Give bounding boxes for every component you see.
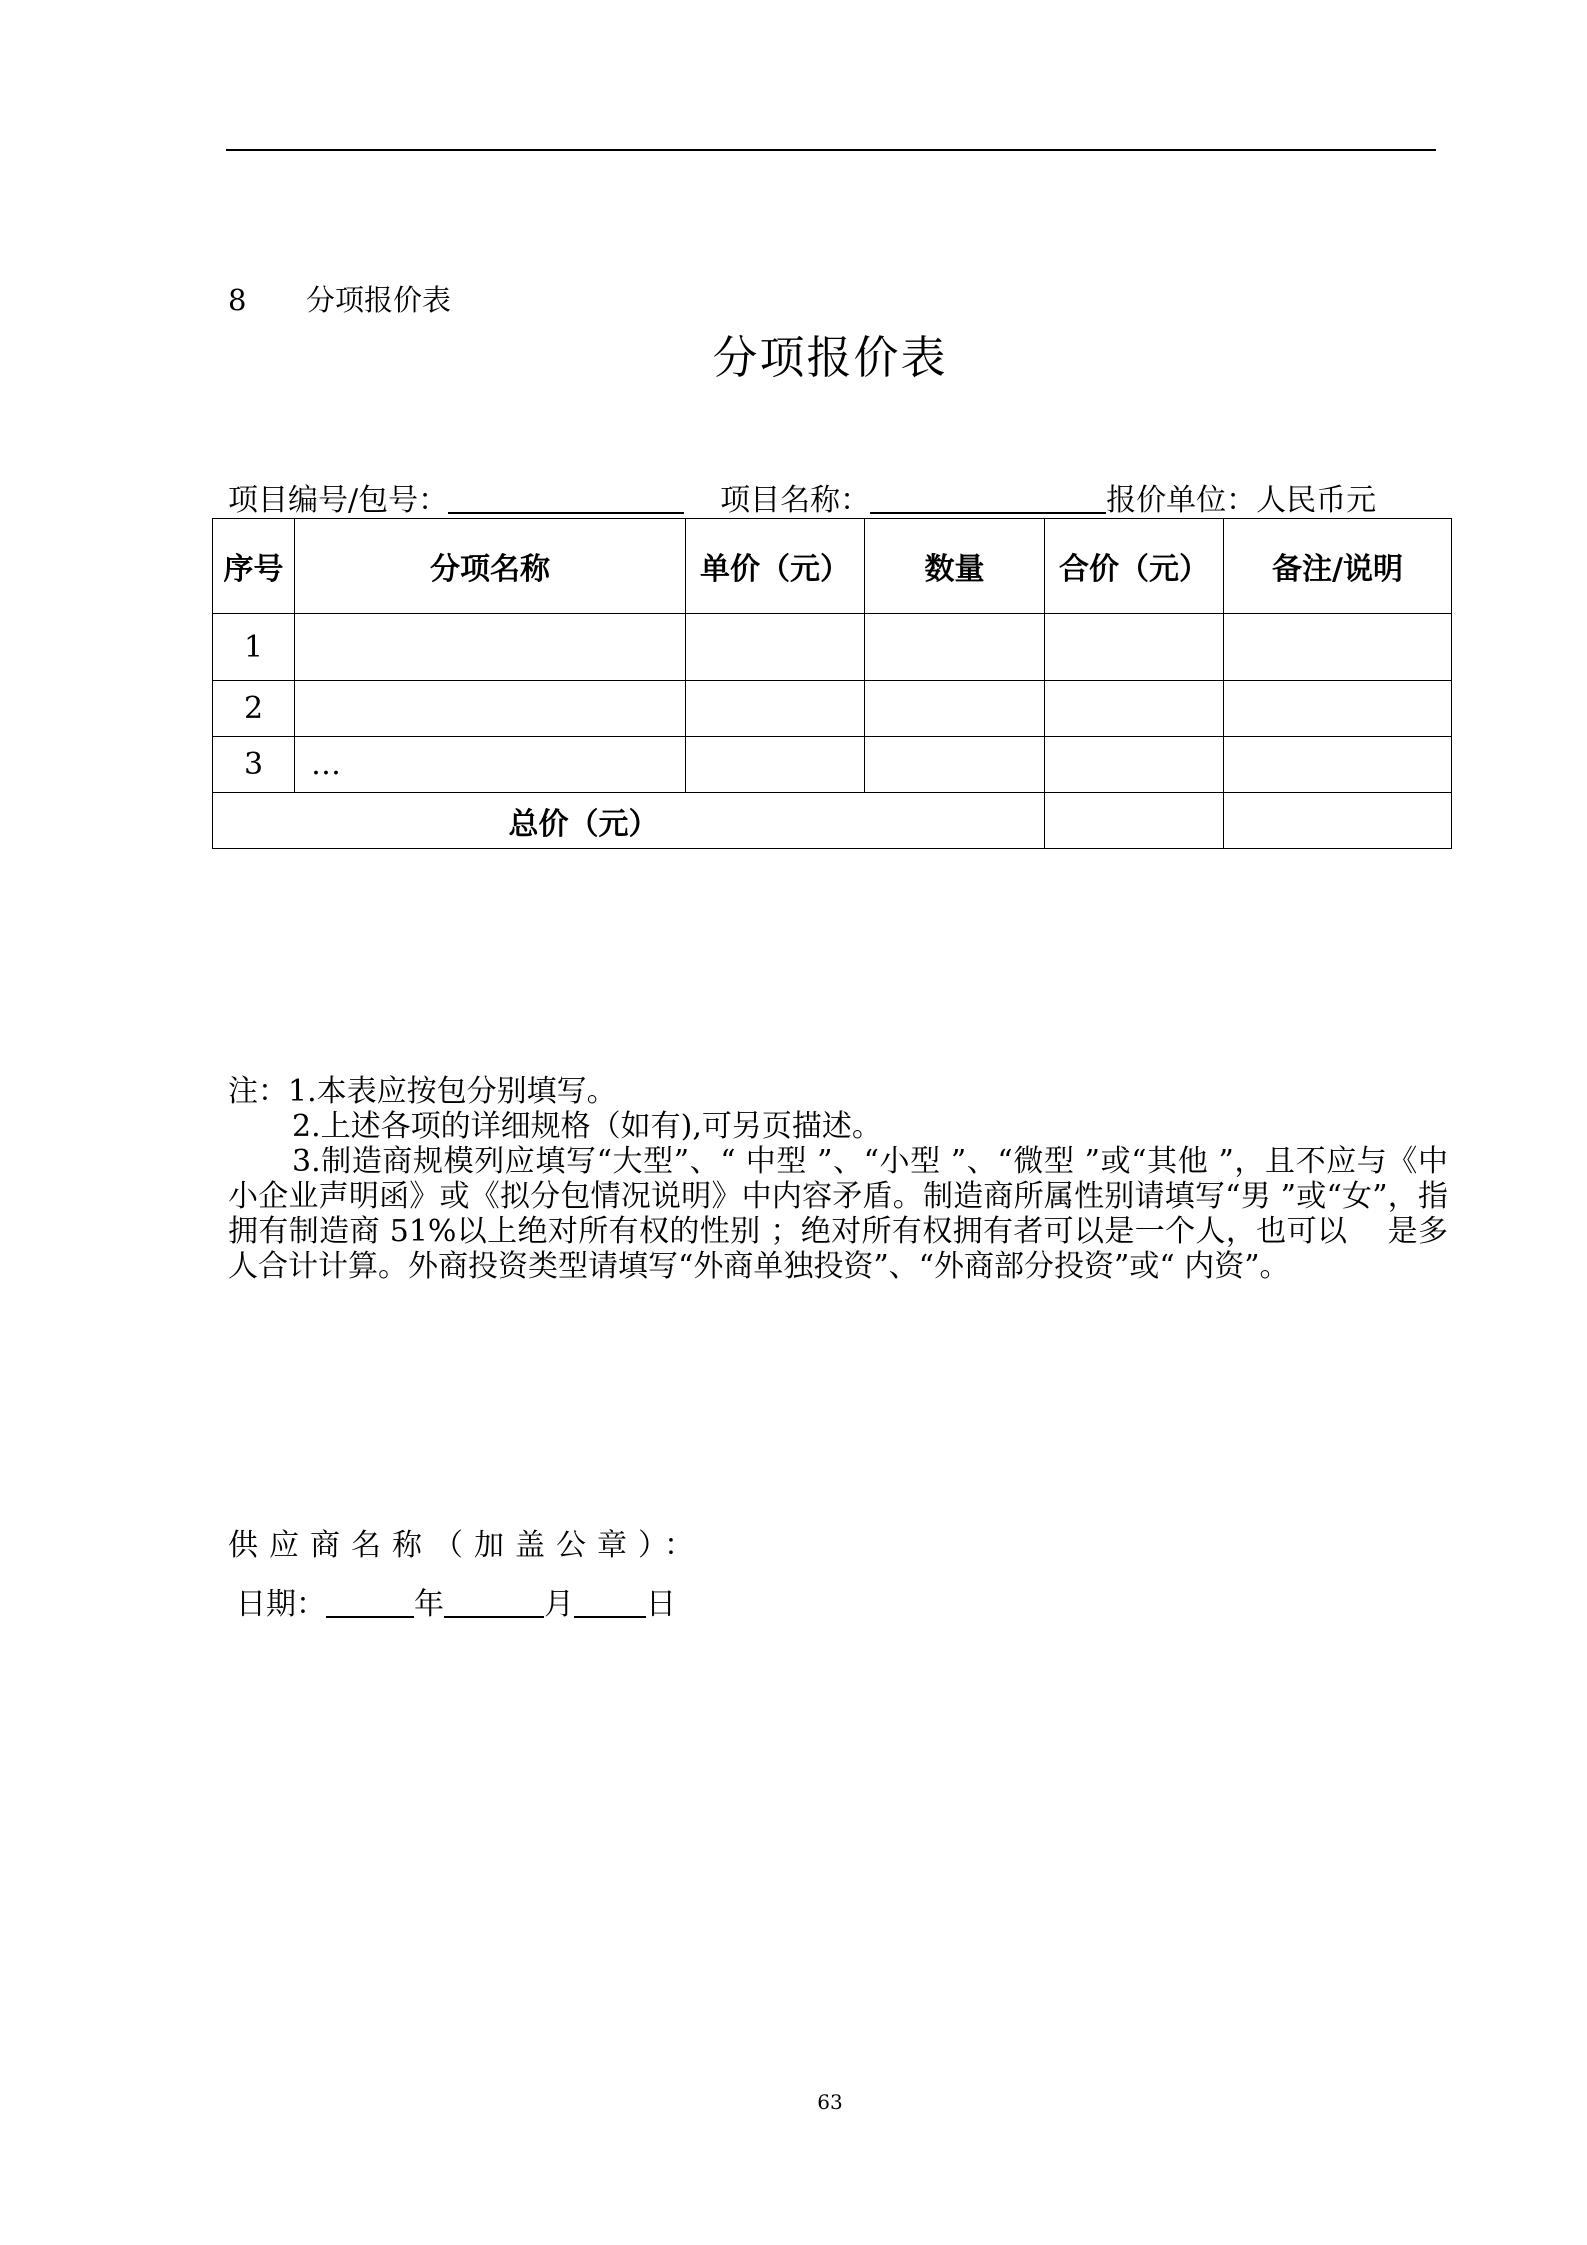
col-header-unit-price: 单价（元） bbox=[686, 519, 865, 614]
section-title: 分项报价表 bbox=[306, 283, 452, 317]
project-meta-line bbox=[228, 480, 1376, 521]
unit-price-cell[interactable] bbox=[686, 681, 865, 737]
col-header-remarks: 备注/说明 bbox=[1224, 519, 1452, 614]
unit-price-cell[interactable] bbox=[686, 614, 865, 681]
day-field[interactable] bbox=[574, 1584, 646, 1618]
subtotal-cell[interactable] bbox=[1045, 737, 1224, 793]
table-row bbox=[213, 614, 1452, 681]
page-number: 63 bbox=[817, 2090, 843, 2114]
subtotal-cell[interactable] bbox=[1045, 681, 1224, 737]
day-label: 日 bbox=[646, 1587, 676, 1622]
quantity-cell[interactable] bbox=[865, 737, 1045, 793]
currency-unit: 报价单位：人民币元 bbox=[1106, 483, 1377, 518]
col-header-item-name: 分项名称 bbox=[295, 519, 686, 614]
unit-price-cell[interactable] bbox=[686, 737, 865, 793]
remarks-cell[interactable] bbox=[1224, 681, 1452, 737]
section-heading bbox=[228, 280, 451, 320]
item-name-cell[interactable] bbox=[295, 614, 686, 681]
price-breakdown-table bbox=[212, 518, 1452, 849]
year-field[interactable] bbox=[326, 1584, 414, 1618]
quantity-cell[interactable] bbox=[865, 681, 1045, 737]
project-name-label: 项目名称： bbox=[720, 483, 871, 518]
total-amount-cell[interactable] bbox=[1045, 793, 1224, 849]
note-2: 2.上述各项的详细规格（如有),可另页描述。 bbox=[292, 1109, 882, 1144]
year-label: 年 bbox=[414, 1587, 444, 1622]
remarks-cell[interactable] bbox=[1224, 614, 1452, 681]
col-header-index: 序号 bbox=[213, 519, 295, 614]
month-field[interactable] bbox=[444, 1584, 544, 1618]
col-header-quantity: 数量 bbox=[865, 519, 1045, 614]
col-header-subtotal: 合价（元） bbox=[1045, 519, 1224, 614]
date-line bbox=[236, 1584, 676, 1625]
date-label: 日期： bbox=[236, 1587, 326, 1622]
row-index: 2 bbox=[213, 681, 295, 737]
item-name-cell[interactable] bbox=[295, 681, 686, 737]
quantity-cell[interactable] bbox=[865, 614, 1045, 681]
page-title: 分项报价表 bbox=[712, 331, 948, 384]
supplier-name-line: 供应商名称（加盖公章）： bbox=[228, 1528, 705, 1563]
project-no-field[interactable] bbox=[448, 480, 684, 514]
note-1: 注：1.本表应按包分别填写。 bbox=[228, 1074, 617, 1109]
table-row bbox=[213, 737, 1452, 793]
total-label: 总价（元） bbox=[213, 793, 1045, 849]
item-name-cell[interactable]: … bbox=[295, 737, 686, 793]
row-index: 3 bbox=[213, 737, 295, 793]
total-row bbox=[213, 793, 1452, 849]
row-index: 1 bbox=[213, 614, 295, 681]
project-name-field[interactable] bbox=[870, 480, 1106, 514]
notes-section bbox=[228, 1074, 1479, 1284]
table-header-row bbox=[213, 519, 1452, 614]
section-number: 8 bbox=[228, 283, 247, 317]
project-no-label: 项目编号/包号： bbox=[228, 483, 449, 518]
note-3: 3.制造商规模列应填写“大型”、“ 中型 ”、“小型 ”、“微型 ”或“其他 ”，且不应与《中 小企业声明函》或《拟分包情况说明》中内容矛盾。制造商所属性别请填写“男 ”或“女”，指拥有制造商 51%以上绝对所有权的性别 ；绝对所有权拥有者可以是一个人，也可以 是多人合计计算。外商投资类型请填写“外商单独投资”、“外商部分投资”或“ 内资”。 bbox=[228, 1144, 1479, 1284]
table-row bbox=[213, 681, 1452, 737]
month-label: 月 bbox=[544, 1587, 574, 1622]
header-rule bbox=[226, 149, 1436, 151]
remarks-cell[interactable] bbox=[1224, 737, 1452, 793]
subtotal-cell[interactable] bbox=[1045, 614, 1224, 681]
total-remarks-cell[interactable] bbox=[1224, 793, 1452, 849]
